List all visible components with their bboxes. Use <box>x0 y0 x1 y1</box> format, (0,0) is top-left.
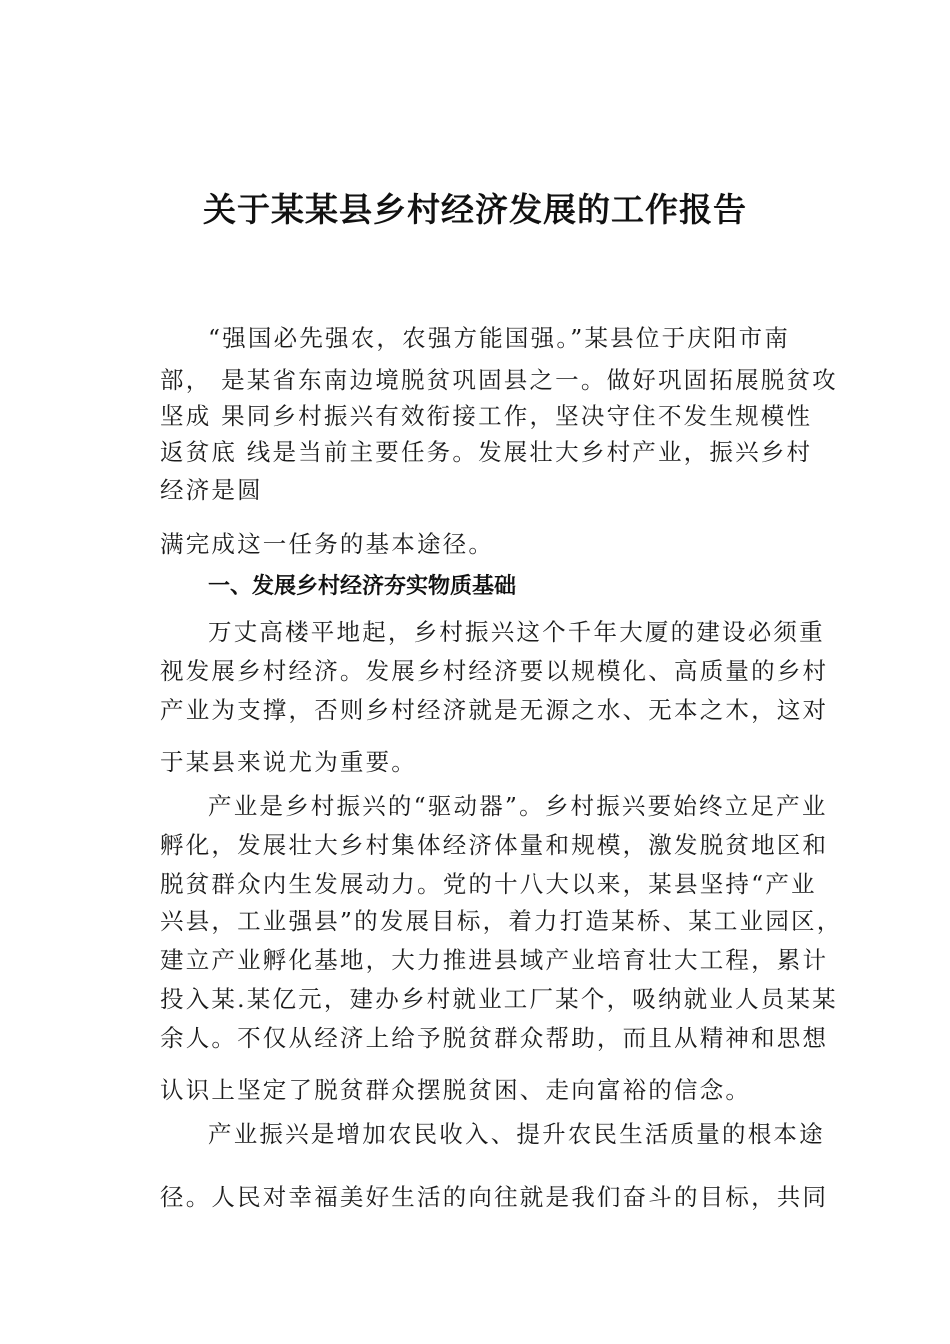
document-title: 关于某某县乡村经济发展的工作报告 <box>203 190 747 229</box>
paragraph-line: 建立产业孵化基地，大力推进县域产业培育壮大工程，累计 <box>160 946 829 974</box>
paragraph-line: 产业振兴是增加农民收入、提升农民生活质量的根本途 <box>208 1120 825 1148</box>
paragraph-line: 万丈高楼平地起，乡村振兴这个千年大厦的建设必须重 <box>208 618 825 646</box>
paragraph-line: 径。人民对幸福美好生活的向往就是我们奋斗的目标，共同 <box>160 1183 829 1211</box>
paragraph-line: 坚成 果同乡村振兴有效衔接工作，坚决守住不发生规模性 <box>160 402 813 430</box>
paragraph-line: 满完成这一任务的基本途径。 <box>160 530 495 558</box>
paragraph-line: “强国必先强农，农强方能国强。”某县位于庆阳市南 <box>208 324 791 352</box>
paragraph-line: 产业是乡村振兴的“驱动器”。乡村振兴要始终立足产业 <box>208 792 828 820</box>
paragraph-line: 于某县来说尤为重要。 <box>160 748 417 776</box>
paragraph-line: 投入某.某亿元，建办乡村就业工厂某个，吸纳就业人员某某 <box>160 985 838 1013</box>
paragraph-line: 脱贫群众内生发展动力。党的十八大以来，某县坚持“产业 <box>160 870 817 898</box>
paragraph-line: 兴县，工业强县”的发展目标，着力打造某桥、某工业园区， <box>160 907 843 935</box>
paragraph-line: 视发展乡村经济。发展乡村经济要以规模化、高质量的乡村 <box>160 657 829 685</box>
paragraph-line: 返贫底 线是当前主要任务。发展壮大乡村产业，振兴乡村 <box>160 438 813 466</box>
section-heading: 一、发展乡村经济夯实物质基础 <box>208 574 517 599</box>
paragraph-line: 余人。不仅从经济上给予脱贫群众帮助，而且从精神和思想 <box>160 1024 829 1052</box>
paragraph-line: 部， 是某省东南边境脱贫巩固县之一。做好巩固拓展脱贫攻 <box>160 366 838 394</box>
paragraph-line: 产业为支撑，否则乡村经济就是无源之水、无本之木，这对 <box>160 696 829 724</box>
paragraph-line: 经济是圆 <box>160 476 263 504</box>
paragraph-line: 孵化，发展壮大乡村集体经济体量和规模，激发脱贫地区和 <box>160 831 829 859</box>
paragraph-line: 认识上坚定了脱贫群众摆脱贫困、走向富裕的信念。 <box>160 1076 752 1104</box>
